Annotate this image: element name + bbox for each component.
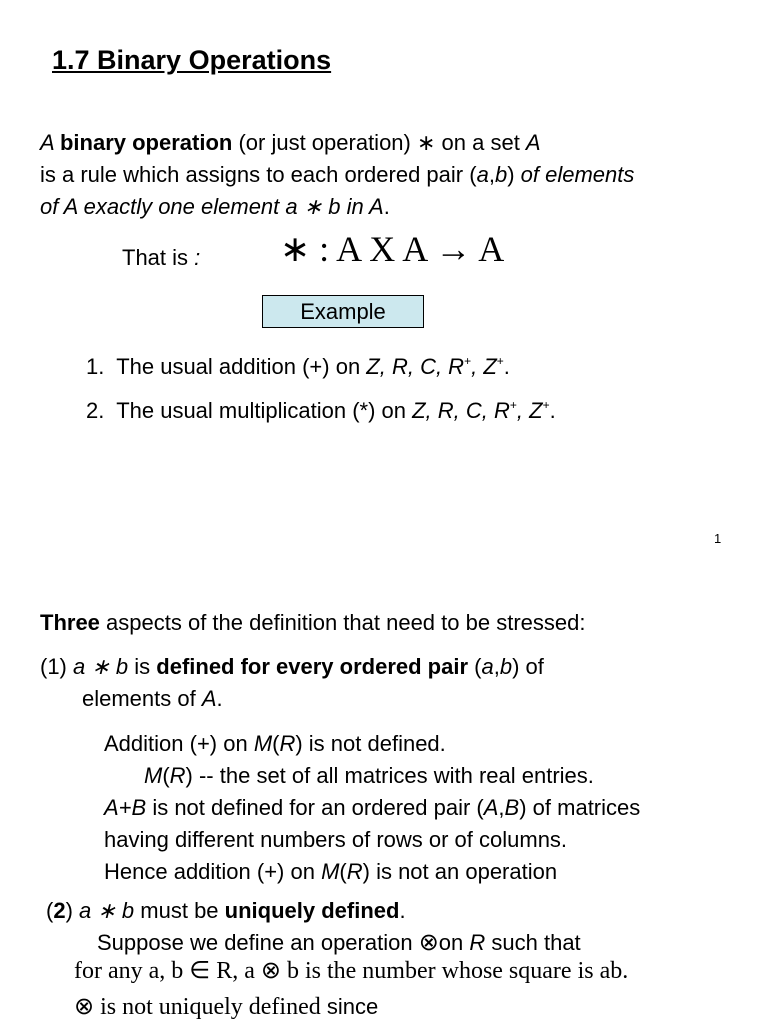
- period: .: [503, 354, 510, 379]
- text: must be: [134, 898, 225, 923]
- text: (: [468, 654, 482, 679]
- list-number: 2.: [86, 398, 105, 423]
- period: .: [383, 194, 390, 219]
- var-b: b: [499, 654, 513, 679]
- text: is not defined for an ordered pair (: [146, 795, 484, 820]
- var-r: R: [279, 731, 296, 756]
- that-is-text: That is: [122, 245, 195, 270]
- text: ) of matrices: [519, 795, 641, 820]
- definition-text: ): [507, 162, 521, 187]
- text: elements of: [82, 686, 202, 711]
- addition-line-2: [144, 763, 594, 789]
- text: ) of: [512, 654, 544, 679]
- var-m: M: [144, 763, 163, 788]
- text: on: [438, 930, 470, 955]
- definition-line-1: [40, 130, 541, 156]
- text: ) -- the set of all matrices with real entries.: [185, 763, 594, 788]
- superscript: +: [542, 398, 550, 412]
- three-aspects-heading: [40, 610, 585, 636]
- not-unique-line: [74, 992, 378, 1022]
- var-a: a: [476, 162, 489, 187]
- point-2-line: [46, 898, 406, 924]
- three-bold: Three: [40, 610, 100, 635]
- list-sets: Z, R, C, R: [366, 354, 465, 379]
- expr-a-star-b: a ∗ b: [73, 654, 129, 679]
- superscript: +: [464, 354, 472, 368]
- for-any-formula: for any a, b ∈ R, a ⊗ b is the number whose square is ab.: [74, 958, 629, 984]
- list-text: The usual addition (+) on: [116, 354, 367, 379]
- list-item: [86, 398, 556, 424]
- text: Addition (+) on: [104, 731, 254, 756]
- suppose-line: [97, 930, 581, 956]
- var-r: R: [169, 763, 186, 788]
- addition-line-3: [104, 795, 640, 821]
- page-number: 1: [714, 531, 722, 546]
- addition-line-5: [104, 859, 557, 885]
- var-r: R: [346, 859, 363, 884]
- superscript: +: [509, 398, 517, 412]
- var-m: M: [253, 731, 273, 756]
- list-text: The usual multiplication (*) on: [116, 398, 413, 423]
- definition-line-2: [40, 162, 634, 188]
- comma: ,: [493, 654, 500, 679]
- definition-italic: of A exactly one element a ∗ b in A: [40, 194, 384, 219]
- expr-a-star-b: a ∗ b: [79, 898, 135, 923]
- not-unique-formula: ⊗ is not uniquely defined: [74, 994, 321, 1020]
- binary-operation-term: binary operation: [59, 130, 233, 155]
- comma: ,: [488, 162, 495, 187]
- paren: ): [65, 898, 80, 923]
- definition-line-3: [40, 194, 390, 220]
- point-1-line-2: [82, 686, 223, 712]
- definition-text: (or just operation) ∗ on a set: [232, 130, 526, 155]
- defined-bold: defined for every ordered pair: [156, 654, 469, 679]
- text: Hence addition (+) on: [104, 859, 322, 884]
- expr-a-plus-b: A+B: [104, 795, 147, 820]
- period: .: [216, 686, 223, 711]
- definition-text: is a rule which assigns to each ordered pair (: [40, 162, 477, 187]
- period: .: [549, 398, 556, 423]
- paren: (: [162, 763, 170, 788]
- set-a-italic: A: [201, 686, 217, 711]
- text: ) is not defined.: [295, 731, 446, 756]
- set-a-italic: A: [40, 130, 60, 155]
- slide-title: 1.7 Binary Operations: [52, 45, 332, 75]
- list-sets: , Z: [516, 398, 543, 423]
- heading-text: aspects of the definition that need to be stressed:: [99, 610, 586, 635]
- set-a-italic: A: [525, 130, 541, 155]
- var-r: R: [469, 930, 486, 955]
- var-m: M: [321, 859, 340, 884]
- list-item: [86, 354, 510, 380]
- addition-line-1: [104, 731, 446, 757]
- colon: :: [194, 245, 201, 270]
- comma: ,: [498, 795, 505, 820]
- text: such that: [485, 930, 581, 955]
- example-box: Example: [262, 295, 424, 328]
- mapping-formula: ∗ : A X A → A: [280, 229, 505, 269]
- var-b: b: [494, 162, 508, 187]
- paren: (: [339, 859, 347, 884]
- text: Suppose we define an operation: [97, 930, 419, 955]
- since-text: since: [320, 994, 379, 1019]
- text: is: [128, 654, 157, 679]
- point-number: (1): [40, 654, 73, 679]
- uniquely-defined-bold: uniquely defined: [224, 898, 400, 923]
- text: ) is not an operation: [362, 859, 558, 884]
- var-b: B: [504, 795, 520, 820]
- list-sets: Z, R, C, R: [412, 398, 510, 423]
- point-number: 2: [53, 898, 66, 923]
- definition-italic: of elements: [520, 162, 635, 187]
- var-a: A: [483, 795, 499, 820]
- period: .: [399, 898, 406, 923]
- superscript: +: [496, 354, 504, 368]
- paren: (: [46, 898, 54, 923]
- list-sets: , Z: [471, 354, 497, 379]
- paren: (: [272, 731, 280, 756]
- var-a: a: [481, 654, 494, 679]
- point-1-line-1: [40, 654, 544, 680]
- list-number: 1.: [86, 354, 105, 379]
- addition-line-4: having different numbers of rows or of columns.: [104, 827, 568, 852]
- otimes-operator: ⊗: [418, 930, 439, 956]
- that-is-label: [122, 245, 200, 271]
